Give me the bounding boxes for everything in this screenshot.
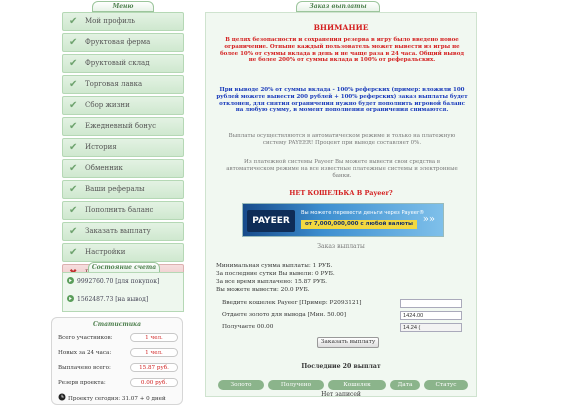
check-icon: ✔: [69, 184, 78, 195]
clock-icon: [58, 393, 66, 401]
menu-item-label: Ежедневный бонус: [85, 122, 157, 130]
menu-item-referrals[interactable]: [62, 180, 184, 199]
withdraw-title: Заказ выплаты: [317, 243, 365, 250]
col-gold[interactable]: Золото: [218, 380, 264, 390]
withdraw-panel: [205, 12, 477, 397]
pay-balance-row: [67, 295, 148, 303]
menu-item-label: Настройки: [85, 248, 126, 256]
menu-item-withdraw[interactable]: [62, 222, 184, 241]
payeer-info: Выплаты осуществляются в автоматическом режиме и только на платежную систему PAYEER! Процент при выводе составляет 0%.: [228, 133, 456, 146]
stat-row-new: [58, 348, 180, 358]
arrow-right-icon: [67, 295, 74, 302]
stat-value: 15.87 руб.: [130, 363, 178, 372]
attention-title: ВНИМАНИЕ: [313, 23, 369, 32]
menu-item-label: Фруктовый склад: [85, 59, 150, 67]
wallet-header: Состояние счета: [88, 262, 160, 273]
project-age: Проекту сегодня: 31.07 + 0 дней: [68, 396, 166, 402]
wallet-field-label: Введите кошелек Payeer [Пример: P2093121]: [222, 300, 362, 306]
stat-label: Выплачено всего:: [58, 365, 111, 371]
stat-label: Резерв проекта:: [58, 380, 106, 386]
menu-item-history[interactable]: [62, 138, 184, 157]
stats-header: Статистика: [92, 321, 142, 328]
payeer-systems: Из платежной системы Payeer Вы можете вывести свои средства в автоматическом режиме на все известные платежные системы и электронные банки.: [226, 159, 458, 179]
col-status[interactable]: Статус: [424, 380, 468, 390]
stat-value: 1 чел.: [130, 348, 178, 357]
submit-withdraw-button[interactable]: Заказать выплату: [317, 337, 379, 348]
menu-item-label: Мой профиль: [85, 17, 136, 25]
menu-item-label: Обменник: [85, 164, 123, 172]
menu-item-label: История: [85, 143, 117, 151]
stat-label: Всего участников:: [58, 335, 113, 341]
buy-balance-row: [67, 277, 159, 285]
menu-item-label: Пополнить баланс: [85, 206, 154, 214]
arrow-right-icon: [67, 277, 74, 284]
check-icon: ✔: [69, 16, 78, 27]
payout-table-header: [218, 380, 468, 390]
pay-balance-label: [на вывод]: [115, 296, 149, 303]
check-icon: ✔: [69, 100, 78, 111]
check-icon: ✔: [69, 205, 78, 216]
wallet-input[interactable]: [400, 299, 462, 308]
check-icon: ✔: [69, 79, 78, 90]
buy-balance-label: [для покупок]: [115, 278, 160, 285]
check-icon: ✔: [69, 37, 78, 48]
check-icon: ✔: [69, 58, 78, 69]
banner-amount: от 7,000,000,000 с любой валюты: [301, 220, 417, 229]
main-menu: [62, 12, 184, 285]
stat-label: Новых за 24 часа:: [58, 350, 112, 356]
check-icon: ✔: [69, 247, 78, 258]
stats-panel: [51, 317, 183, 405]
limit-example: При выводе 20% от суммы вклада - 100% реферских (пример: вложили 100 рублей можете вывести 200 рублей + 100% реферских) заказ выплаты будет отклонен, для снятия ограничения нужно будет пополнить игровой баланс на любую сумму, в момент пополнения ограничения снимаются.: [216, 87, 468, 114]
col-wallet[interactable]: Кошелек: [328, 380, 386, 390]
menu-item-bonus[interactable]: [62, 117, 184, 136]
menu-item-label: Заказать выплату: [85, 227, 151, 235]
menu-item-settings[interactable]: [62, 243, 184, 262]
limit-notice: В целях безопасности и сохранения резерва в игру было введено новое ограничение. Отныне каждый пользователь может вывести из игры не более 10% от суммы вклада в день и не чаще раза в 24 часа. Общий вывод не более 200% от суммы вклада и 100% от реферальских.: [219, 37, 465, 64]
stat-value: 0.00 руб.: [130, 378, 178, 387]
buy-balance: 9992760.70: [77, 278, 114, 285]
stat-row-age: [58, 393, 180, 403]
col-received[interactable]: Получено: [268, 380, 324, 390]
amount-input[interactable]: [400, 311, 462, 320]
total-note: За все время выплачено: 15.87 РУБ.: [216, 279, 328, 285]
menu-item-farm[interactable]: [62, 33, 184, 52]
menu-item-shop[interactable]: [62, 75, 184, 94]
stat-row-paid: [58, 363, 180, 373]
check-icon: ✔: [69, 121, 78, 132]
menu-header: Меню: [92, 1, 154, 12]
empty-message: Нет записей: [321, 391, 361, 398]
day-note: За последние сутки Вы вывели: 0 РУБ.: [216, 271, 335, 277]
wallet-panel: [62, 272, 184, 312]
main-header: Заказ выплаты: [296, 1, 380, 12]
col-date[interactable]: Дата: [390, 380, 420, 390]
pay-balance: 1562487.73: [77, 296, 114, 303]
no-wallet-link[interactable]: НЕТ КОШЕЛЬКА В Payeer?: [289, 189, 393, 197]
menu-item-label: Торговая лавка: [85, 80, 143, 88]
menu-item-label: Ваши рефералы: [85, 185, 145, 193]
menu-item-exchange[interactable]: [62, 159, 184, 178]
last-payouts-title: Последние 20 выплат: [301, 363, 381, 370]
menu-item-warehouse[interactable]: [62, 54, 184, 73]
check-icon: ✔: [69, 142, 78, 153]
payeer-banner[interactable]: [242, 203, 444, 237]
menu-item-life[interactable]: [62, 96, 184, 115]
menu-item-deposit[interactable]: [62, 201, 184, 220]
menu-item-label: Сбор жизни: [85, 101, 130, 109]
stat-row-users: [58, 333, 180, 343]
receive-field-label: Получаете 00.00: [222, 324, 274, 330]
check-icon: ✔: [69, 163, 78, 174]
amount-field-label: Отдаете золото для вывода [Мин. 50.00]: [222, 312, 346, 318]
receive-output: [400, 323, 462, 332]
stat-value: 1 чел.: [130, 333, 178, 342]
stat-row-reserve: [58, 378, 180, 388]
payeer-logo: PAYEER: [247, 210, 295, 232]
left-note: Вы можете вывести: 20.0 РУБ.: [216, 287, 310, 293]
banner-text: Вы можете перевести деньги через Payeer®: [301, 210, 425, 216]
min-note: Минимальная сумма выплаты: 1 РУБ.: [216, 263, 333, 269]
chevron-right-icon: »»: [422, 214, 435, 225]
menu-item-label: Фруктовая ферма: [85, 38, 151, 46]
check-icon: ✔: [69, 226, 78, 237]
menu-item-profile[interactable]: [62, 12, 184, 31]
